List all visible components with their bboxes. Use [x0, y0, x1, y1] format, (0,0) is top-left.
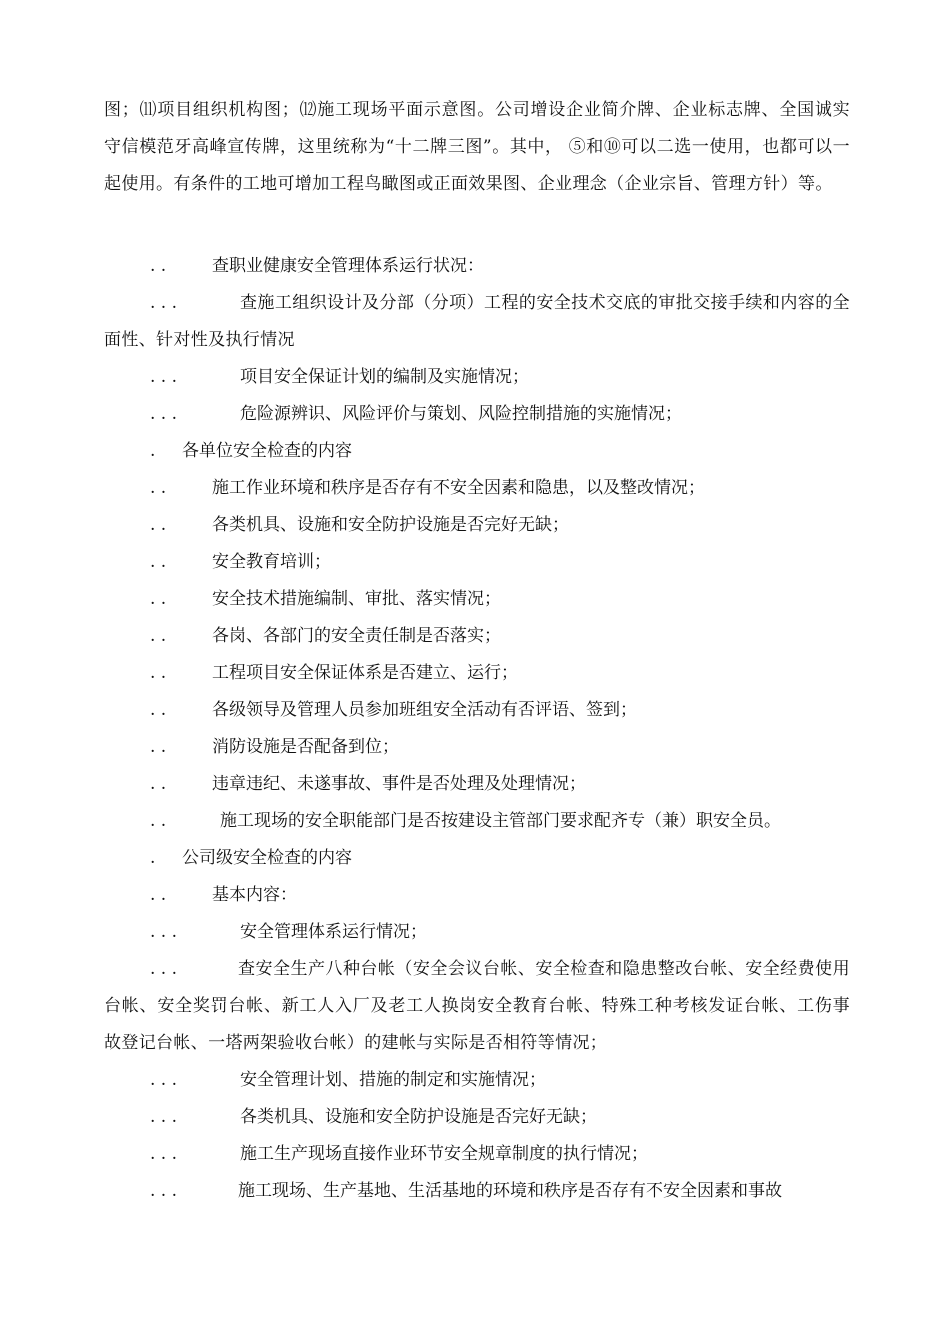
item-dots: . . [150, 552, 167, 572]
list-item [0, 766, 950, 803]
item-text: 公司级安全检查的内容 [182, 848, 352, 868]
list-item [0, 248, 950, 285]
list-item [0, 581, 950, 618]
item-text: 安全技术措施编制、审批、落实情况； [212, 589, 501, 609]
item-dots: . . . [150, 1144, 178, 1164]
item-dots: . . [150, 256, 167, 276]
item-dots: . . . [150, 959, 178, 979]
item-text: 消防设施是否配备到位； [212, 737, 399, 757]
item-dots: . . . [150, 1070, 178, 1090]
item-dots: . [150, 441, 156, 461]
list-item [0, 1136, 950, 1173]
item-text: 危险源辨识、风险评价与策划、风险控制措施的实施情况； [240, 404, 682, 424]
item-dots: . . [150, 589, 167, 609]
item-dots: . . [150, 811, 167, 831]
item-text: 安全管理计划、措施的制定和实施情况； [240, 1070, 546, 1090]
item-text: 查安全生产八种台帐（安全会议台帐、安全检查和隐患整改台帐、安全经费使用台帐、安全奖罚台帐、新工人入厂及老工人换岗安全教育台帐、特殊工种考核发证台帐、工伤事故登记台帐、一塔两架验收台帐）的建帐与实际是否相符等情况； [104, 959, 850, 1053]
list-item [0, 877, 950, 914]
list-item [0, 803, 950, 840]
item-text: 施工现场的安全职能部门是否按建设主管部门要求配齐专（兼）职安全员。 [220, 811, 781, 831]
item-dots: . . . [150, 1181, 178, 1201]
item-text: 安全教育培训； [212, 552, 331, 572]
item-text: 施工生产现场直接作业环节安全规章制度的执行情况； [240, 1144, 648, 1164]
item-text: 查施工组织设计及分部（分项）工程的安全技术交底的审批交接手续和内容的全面性、针对性及执行情况 [104, 293, 850, 350]
item-dots: . . . [150, 922, 178, 942]
item-text: 安全管理体系运行情况； [240, 922, 427, 942]
item-text: 各类机具、设施和安全防护设施是否完好无缺； [212, 515, 569, 535]
list-item [0, 544, 950, 581]
item-text: 项目安全保证计划的编制及实施情况； [240, 367, 529, 387]
item-dots: . . . [150, 367, 178, 387]
item-dots: . . [150, 626, 167, 646]
item-text: 基本内容： [212, 885, 297, 905]
list-item [0, 692, 950, 729]
item-dots: . . [150, 737, 167, 757]
list-item [0, 729, 950, 766]
list-item [0, 470, 950, 507]
item-text: 各级领导及管理人员参加班组安全活动有否评语、签到； [212, 700, 637, 720]
item-dots: . [150, 848, 156, 868]
intro-paragraph: 图；⑾项目组织机构图；⑿施工现场平面示意图。公司增设企业简介牌、企业标志牌、全国诚实守信模范牙高峰宣传牌，这里统称为“十二牌三图”。其中， ⑤和⑩可以二选一使用，也都可以一起使用。有条件的工地可增加工程鸟瞰图或正面效果图、企业理念（企业宗旨、管理方针）等。 [104, 100, 850, 194]
item-dots: . . [150, 515, 167, 535]
item-text: 各单位安全检查的内容 [182, 441, 352, 461]
list-item [0, 655, 950, 692]
section-heading [0, 840, 950, 877]
list-item [0, 914, 950, 951]
item-dots: . . [150, 774, 167, 794]
item-dots: . . . [150, 293, 178, 313]
list-item [0, 1173, 950, 1210]
section-heading [0, 433, 950, 470]
item-dots: . . . [150, 404, 178, 424]
list-item [0, 396, 950, 433]
item-text: 施工现场、生产基地、生活基地的环境和秩序是否存有不安全因素和事故 [238, 1181, 782, 1201]
item-text: 查职业健康安全管理体系运行状况： [212, 256, 484, 276]
item-dots: . . . [150, 1107, 178, 1127]
item-text: 各类机具、设施和安全防护设施是否完好无缺； [240, 1107, 597, 1127]
list-item [0, 359, 950, 396]
item-text: 工程项目安全保证体系是否建立、运行； [212, 663, 518, 683]
item-text: 施工作业环境和秩序是否存有不安全因素和隐患，以及整改情况； [212, 478, 705, 498]
item-text: 违章违纪、未遂事故、事件是否处理及处理情况； [212, 774, 586, 794]
list-item [0, 1099, 950, 1136]
item-text: 各岗、各部门的安全责任制是否落实； [212, 626, 501, 646]
item-dots: . . [150, 478, 167, 498]
item-dots: . . [150, 663, 167, 683]
item-dots: . . [150, 700, 167, 720]
list-item [0, 507, 950, 544]
list-item [0, 1062, 950, 1099]
list-item [0, 618, 950, 655]
item-dots: . . [150, 885, 167, 905]
